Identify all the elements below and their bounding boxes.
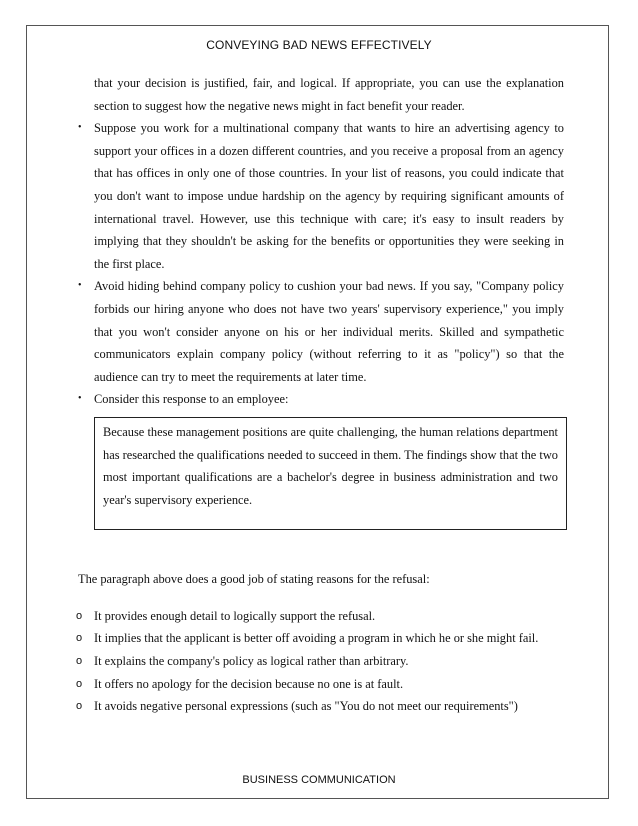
reason-item [78,627,564,650]
bullet-dot-icon: • [78,122,82,134]
circle-bullet-icon: o [76,700,83,713]
circle-bullet-icon: o [76,655,83,668]
bullet-dot-icon: • [78,280,82,292]
reasons-list [78,605,564,718]
bullet-dot-icon: • [78,393,82,405]
quote-box [94,417,567,530]
reason-item [78,673,564,696]
quote-text: Because these management positions are quite challenging, the human relations department has researched the qualifications needed to succeed in them. The findings show that the two most important qualifications are a bachelor's degree in business administration and two year's supervisory experience. [103,424,558,507]
bullet-item [78,275,564,388]
bullet-item [78,117,564,275]
circle-bullet-icon: o [76,677,83,690]
circle-bullet-icon: o [76,632,83,645]
reason-text: It implies that the applicant is better off avoiding a program in which he or she might fail. [94,631,539,646]
reason-text: It offers no apology for the decision because no one is at fault. [94,676,404,691]
bullet-text: Suppose you work for a multinational company that wants to hire an advertising agency to support your offices in a dozen different countries, and you receive a proposal from an agency that has offices in only one of those countries. In your list of reasons, you could indicate that you don't want to impose undue hardship on the agency by requiring significant amounts of international travel. However, use this technique with care; it's easy to insult readers by implying that they shouldn't be asking for the benefits or opportunities they were seeking in the first place. [94,121,564,271]
summary-paragraph: The paragraph above does a good job of stating reasons for the refusal: [78,572,430,587]
reason-item [78,650,564,673]
page-header: CONVEYING BAD NEWS EFFECTIVELY [206,38,432,52]
reason-text: It avoids negative personal expressions (such as "You do not meet our requirements") [94,699,518,714]
bullet-text: Consider this response to an employee: [94,392,289,407]
intro-continuation: that your decision is justified, fair, and logical. If appropriate, you can use the explanation section to suggest how the negative news might in fact benefit your reader. [94,76,564,113]
reason-text: It explains the company's policy as logical rather than arbitrary. [94,654,409,669]
page-footer: BUSINESS COMMUNICATION [242,774,396,786]
bullet-item [78,388,564,411]
circle-bullet-icon: o [76,609,83,622]
reason-item [78,695,564,718]
reason-text: It provides enough detail to logically support the refusal. [94,608,376,623]
bullet-list [78,117,564,411]
page-content [78,72,564,718]
reason-item [78,605,564,628]
bullet-text: Avoid hiding behind company policy to cushion your bad news. If you say, "Company policy forbids our hiring anyone who does not have two years' supervisory experience," you imply that you won't consider anyone on his or her individual merits. Skilled and sympathetic communicators explain company policy (without referring to it as "policy") so that the audience can try to meet the requirements at later time. [94,279,564,384]
